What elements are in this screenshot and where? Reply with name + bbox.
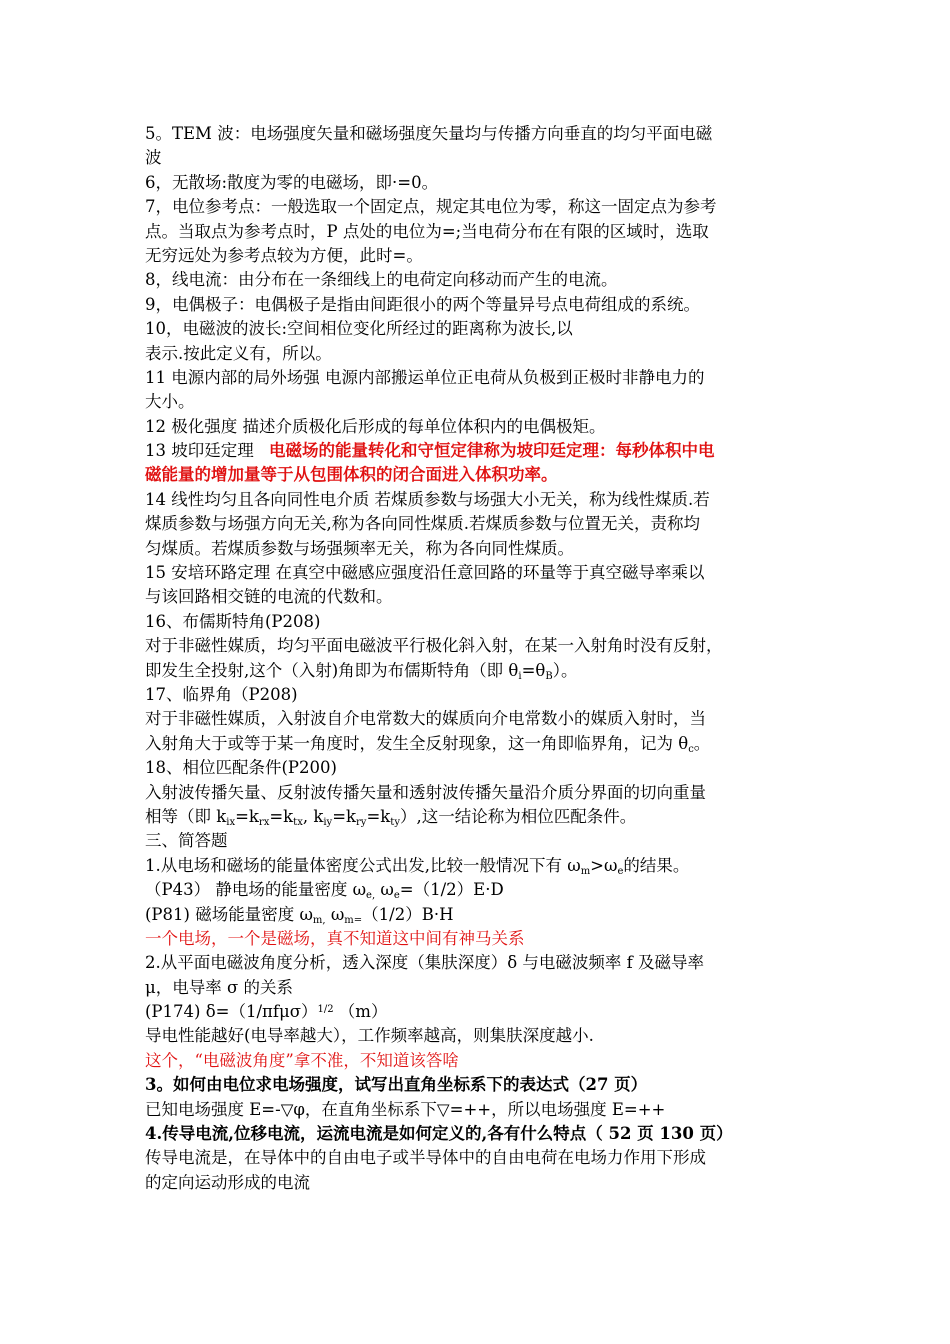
section-heading: 18、相位匹配条件(P200) xyxy=(145,758,337,778)
subscript: i xyxy=(518,670,522,682)
subscript: ry xyxy=(356,816,367,828)
text-run: （1/2）B·H xyxy=(362,904,454,924)
text-line xyxy=(145,805,810,829)
question-heading: 3。如何由电位求电场强度，试写出直角坐标系下的表达式（27 页） xyxy=(145,1075,648,1095)
subscript: e, xyxy=(366,890,376,902)
subscript: ty xyxy=(390,816,400,828)
red-note: 这个，“电磁波角度”拿不准，不知道该答啥 xyxy=(145,1050,459,1070)
text-run: （P43） 静电场的能量密度 ω xyxy=(145,880,367,900)
subscript: rx xyxy=(258,816,270,828)
text-line xyxy=(145,854,810,878)
text-run: ω xyxy=(325,904,345,924)
text-line: 煤质参数与场强方向无关,称为各向同性煤质.若煤质参数与位置无关，责称均 xyxy=(145,514,700,534)
text-line xyxy=(145,878,810,902)
text-line: 的定向运动形成的电流 xyxy=(145,1172,310,1192)
text-line: 点。当取点为参考点时，P 点处的电位为=;当电荷分布在有限的区域时，选取 xyxy=(145,221,709,241)
text-line: 10，电磁波的波长:空间相位变化所经过的距离称为波长,以 xyxy=(145,319,573,339)
subscript: m, xyxy=(312,914,326,926)
subscript: ix xyxy=(226,816,236,828)
text-line: 5。TEM 波：电场强度矢量和磁场强度矢量均与传播方向垂直的均匀平面电磁 xyxy=(145,124,713,143)
text-line: 6，无散场:散度为零的电磁场，即·=0。 xyxy=(145,172,439,192)
text-run: =k xyxy=(332,806,357,826)
text-line: 对于非磁性媒质，入射波自介电常数大的媒质向介电常数小的媒质入射时，当 xyxy=(145,709,706,729)
text-line: 已知电场强度 E=-▽φ，在直角坐标系下▽=++，所以电场强度 E=++ xyxy=(145,1099,666,1119)
text-run: =k xyxy=(269,806,294,826)
text-run: 即发生全投射,这个（入射)角即为布儒斯特角（即 θ xyxy=(145,660,519,680)
subscript: c xyxy=(688,743,694,755)
text-run: (P174) δ=（1/πfμσ） xyxy=(145,1002,318,1022)
text-line: 入射波传播矢量、反射波传播矢量和透射波传播矢量沿介质分界面的切向重量 xyxy=(145,782,706,802)
text-run: 的结果。 xyxy=(623,855,690,875)
document-body xyxy=(145,122,810,1195)
text-line: 传导电流是，在导体中的自由电子或半导体中的自由电荷在电场力作用下形成 xyxy=(145,1148,706,1168)
text-line: 导电性能越好(电导率越大），工作频率越高，则集肤深度越小. xyxy=(145,1026,594,1046)
text-run: ）。 xyxy=(552,660,578,680)
section-heading: 17、临界角（P208) xyxy=(145,684,298,704)
section-heading: 三、简答题 xyxy=(145,831,228,851)
text-run: 相等（即 k xyxy=(145,806,227,826)
text-line: 15 安培环路定理 在真空中磁感应强度沿任意回路的环量等于真空磁导率乘以 xyxy=(145,563,705,583)
text-run: 1.从电场和磁场的能量体密度公式出发,比较一般情况下有 ω xyxy=(145,855,581,875)
text-run: =θ xyxy=(521,660,546,680)
highlighted-definition: 电磁场的能量转化和守恒定律称为坡印廷定理：每秒体积中电 xyxy=(269,441,715,461)
subscript: e xyxy=(617,865,624,877)
text-line xyxy=(145,659,810,683)
text-line: 表示.按此定义有，所以。 xyxy=(145,343,332,363)
text-line: 与该回路相交链的电流的代数和。 xyxy=(145,587,393,607)
text-line: 无穷远处为参考点较为方便，此时=。 xyxy=(145,245,423,265)
subscript: iy xyxy=(323,816,333,828)
subscript: B xyxy=(545,670,553,682)
text-line: 大小。 xyxy=(145,392,195,412)
text-run: 。 xyxy=(693,733,711,753)
formula-line xyxy=(145,1000,810,1024)
superscript: 1/2 xyxy=(317,1004,334,1016)
text-run: (P81) 磁场能量密度 ω xyxy=(145,904,313,924)
subscript: m= xyxy=(344,914,363,926)
text-run: =k xyxy=(366,806,391,826)
subscript: m xyxy=(580,865,591,877)
text-run: =（1/2）E·D xyxy=(399,880,504,900)
text-line xyxy=(145,732,810,756)
text-run: , k xyxy=(302,806,324,826)
text-line: 12 极化强度 描述介质极化后形成的每单位体积内的电偶极矩。 xyxy=(145,416,606,436)
text-run: =k xyxy=(235,806,259,826)
subscript: e xyxy=(393,890,400,902)
text-run: 入射角大于或等于某一角度时，发生全反射现象，这一角即临界角，记为 θ xyxy=(145,733,689,753)
text-line: 11 电源内部的局外场强 电源内部搬运单位正电荷从负极到正极时非静电力的 xyxy=(145,367,705,387)
text-line: 9，电偶极子：电偶极子是指由间距很小的两个等量异号点电荷组成的系统。 xyxy=(145,294,700,314)
text-line: 匀煤质。若煤质参数与场强频率无关，称为各向同性煤质。 xyxy=(145,538,574,558)
text-run: >ω xyxy=(590,855,618,875)
section-heading: 16、布儒斯特角(P208) xyxy=(145,611,321,631)
poynting-theorem-line xyxy=(145,439,810,463)
question-heading: 4.传导电流,位移电流，运流电流是如何定义的,各有什么特点（ 52 页 130 页） xyxy=(145,1124,733,1144)
text-line: 波 xyxy=(145,148,162,168)
term-label: 13 坡印廷定理 xyxy=(145,441,259,461)
text-line: 2.从平面电磁波角度分析，透入深度（集肤深度）δ 与电磁波频率 f 及磁导率 xyxy=(145,953,705,973)
text-line xyxy=(145,903,810,927)
text-line: 14 线性均匀且各向同性电介质 若煤质参数与场强大小无关，称为线性煤质.若 xyxy=(145,489,710,509)
text-line: 对于非磁性媒质，均匀平面电磁波平行极化斜入射，在某一入射角时没有反射， xyxy=(145,636,723,656)
text-run: ）,这一结论称为相位匹配条件。 xyxy=(399,806,637,826)
highlighted-definition: 磁能量的增加量等于从包围体积的闭合面进入体积功率。 xyxy=(145,465,558,485)
red-note: 一个电场，一个是磁场，真不知道这中间有神马关系 xyxy=(145,928,525,948)
subscript: tx xyxy=(293,816,303,828)
text-line: 8，线电流：由分布在一条细线上的电荷定向移动而产生的电流。 xyxy=(145,270,618,290)
text-run: ω xyxy=(375,880,394,900)
text-line: 7，电位参考点：一般选取一个固定点，规定其电位为零，称这一固定点为参考 xyxy=(145,197,717,217)
text-line: μ，电导率 σ 的关系 xyxy=(145,977,293,997)
text-run: （m） xyxy=(333,1002,388,1022)
